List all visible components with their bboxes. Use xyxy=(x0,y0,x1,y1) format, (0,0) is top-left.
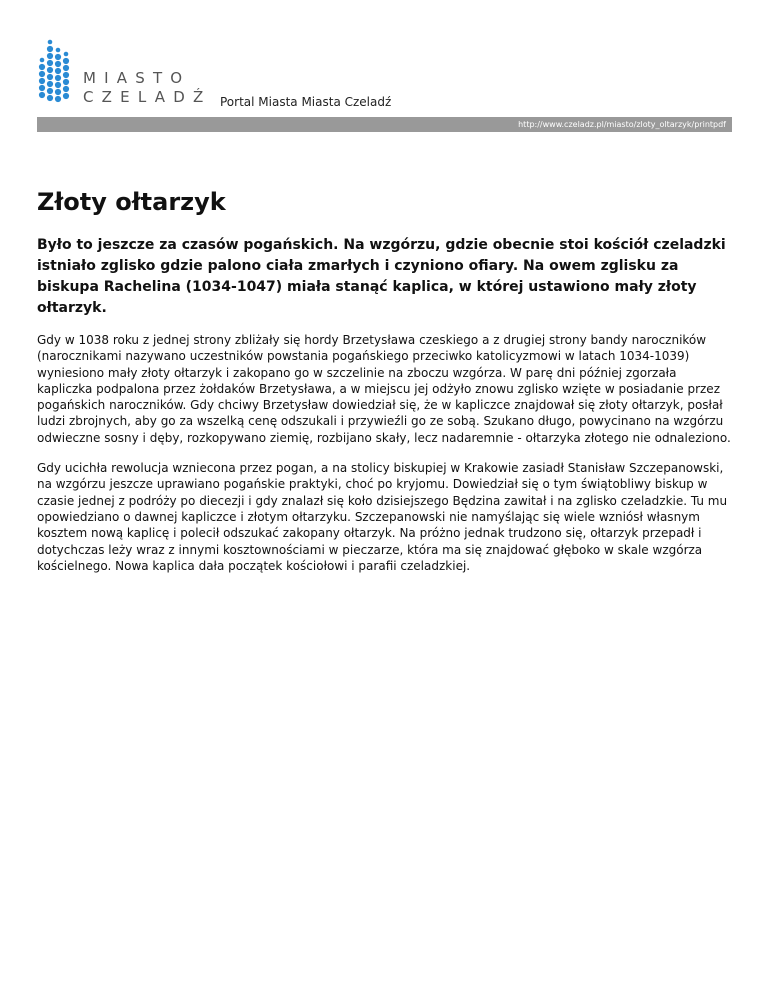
logo-dot xyxy=(63,86,69,92)
logo-dot xyxy=(55,82,61,88)
logo-dot xyxy=(40,58,45,63)
logo-wordmark xyxy=(83,69,211,107)
logo-dot xyxy=(47,81,53,87)
logo-line-czeladz: CZELADŹ xyxy=(83,88,212,106)
logo-dot xyxy=(55,68,61,74)
logo-dot xyxy=(48,40,53,45)
logo-dot xyxy=(47,46,53,52)
city-logo[interactable] xyxy=(37,36,222,108)
logo-dot xyxy=(64,52,69,57)
logo-dot xyxy=(55,61,61,67)
article-paragraph-2: Gdy ucichła rewolucja wzniecona przez pogan, a na stolicy biskupiej w Krakowie zasiadł Stanisław Szczepanowski, na wzgórzu jeszcze uprawiano pogańskie praktyki, choć po kryjomu. Dowiedział się o tym świątobliwy biskup w czasie jednej z podróży po diecezji i gdy znalazł się koło dzisiejszego Będzina zawitał i na zglisko czeladzkie. Tu mu opowiedziano o dawnej kapliczce i złotym ołtarzyku. Szczepanowski nie namyślając się wiele wzniósł własnym kosztem nową kaplicę i polecił odszukać zakopany ołtarzyk. Na próżno jednak trudzono się, ołtarzyk przepadł i dotychczas leży wraz z innymi kosztownościami w pieczarze, która ma się znajdować głęboko w skale wzgórza kościelnego. Nowa kaplica dała początek kościołowi i parafii czeladzkiej. xyxy=(37,461,728,573)
portal-title: Portal Miasta Miasta Czeladź xyxy=(220,95,392,109)
logo-dot xyxy=(39,71,45,77)
url-bar xyxy=(37,117,732,132)
logo-dot xyxy=(63,93,69,99)
logo-dot xyxy=(55,89,61,95)
logo-dot xyxy=(39,64,45,70)
page-header xyxy=(37,36,732,132)
logo-dot xyxy=(39,85,45,91)
logo-dot xyxy=(63,58,69,64)
logo-dots-icon xyxy=(37,36,77,108)
logo-dot xyxy=(39,78,45,84)
logo-dot xyxy=(63,72,69,78)
logo-dot xyxy=(47,95,53,101)
page-url[interactable]: http://www.czeladz.pl/miasto/zloty_oltarzyk/printpdf xyxy=(518,120,726,129)
article-lead: Było to jeszcze za czasów pogańskich. Na wzgórzu, gdzie obecnie stoi kościół czeladzki istniało zglisko gdzie palono ciała zmarłych i czyniono ofiary. Na owem zglisku za biskupa Rachelina (1034-1047) miała stanąć kaplica, w której ustawiono mały złoty ołtarzyk. xyxy=(37,237,726,316)
logo-dot xyxy=(47,67,53,73)
logo-dot xyxy=(47,88,53,94)
logo-dot xyxy=(55,96,61,102)
logo-dot xyxy=(47,53,53,59)
logo-dot xyxy=(63,65,69,71)
logo-dot xyxy=(47,74,53,80)
logo-line-miasto: MIASTO xyxy=(83,69,191,87)
logo-dot xyxy=(56,48,61,53)
article xyxy=(37,184,731,574)
logo-dot xyxy=(55,75,61,81)
logo-dot xyxy=(55,54,61,60)
logo-dot xyxy=(47,60,53,66)
logo-dot xyxy=(39,92,45,98)
article-title: Złoty ołtarzyk xyxy=(37,188,226,216)
article-paragraph-1: Gdy w 1038 roku z jednej strony zbliżały się hordy Brzetysława czeskiego a z drugiej strony bandy naroczników (narocznikami nazywano uczestników powstania pogańskiego przeciwko katolicyzmowi w latach 1034-1039) wyniesiono mały złoty ołtarzyk i zakopano go w szczelinie na zboczu wzgórza. W parę dni później zgorzała kapliczka podpalona przez żołdaków Brzetysława, a w miejscu jej odżyło znowu zglisko wzięte w posiadanie przez pogańskich naroczników. Gdy chciwy Brzetysław dowiedział się, że w kapliczce znajdował się złoty ołtarzyk, posłał ludzi zbrojnych, aby go za wszelką cenę odszukali i przywieźli go ze sobą. Szukano długo, powycinano na wzgórzu odwieczne sosny i dęby, rozkopywano ziemię, rozbijano skały, lecz nadaremnie - ołtarzyka złotego nie odnaleziono. xyxy=(37,333,731,445)
logo-dot xyxy=(63,79,69,85)
